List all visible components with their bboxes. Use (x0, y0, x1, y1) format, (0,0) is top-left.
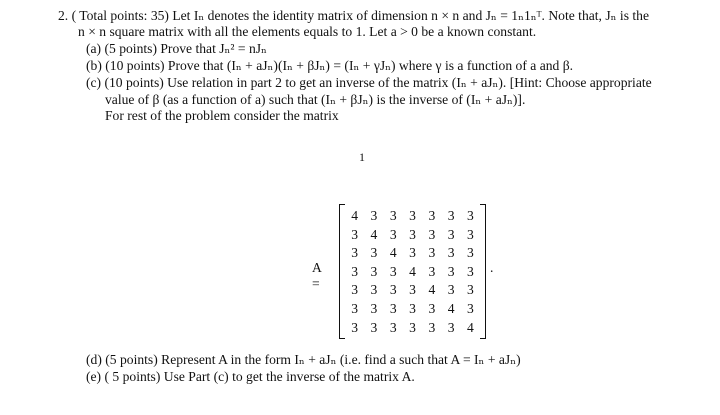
matrix-cell: 3 (351, 282, 359, 298)
matrix-cell: 3 (389, 319, 397, 335)
part-d: (d) (5 points) Represent A in the form Iₙ + aJₙ (i.e. find a such that A = Iₙ + aJₙ) (86, 352, 521, 367)
matrix-cell: 3 (409, 226, 416, 242)
matrix-cell: 3 (409, 245, 416, 261)
matrix-cell: 3 (409, 319, 416, 335)
matrix-right-bracket (480, 204, 486, 339)
rest-of-problem-text: For rest of the problem consider the matrix (105, 108, 339, 123)
matrix-cell: 3 (428, 301, 436, 316)
part-c-line-1: (c) (10 points) Use relation in part 2 to get an inverse of the matrix (Iₙ + aJₙ). [Hint: Choose appropriate (86, 75, 652, 90)
matrix-cell: 3 (351, 226, 359, 242)
matrix-cell: 3 (409, 282, 416, 298)
matrix-cell: 3 (351, 245, 359, 261)
matrix-cell: 3 (370, 208, 378, 223)
matrix-cell: 3 (447, 263, 455, 279)
matrix-cell: 3 (447, 319, 455, 335)
matrix-cell: 3 (447, 208, 455, 223)
matrix-cell: 3 (428, 263, 436, 279)
matrix-cell: 3 (389, 282, 397, 298)
matrix-row (345, 207, 480, 225)
matrix-row (345, 263, 480, 281)
matrix-cell: 3 (467, 226, 474, 242)
matrix-cell: 3 (467, 245, 474, 261)
matrix-cell: 3 (467, 263, 474, 279)
matrix-cell: 3 (428, 319, 436, 335)
matrix-label: A = (312, 260, 322, 291)
matrix-row (345, 300, 480, 318)
matrix-cell: 4 (409, 263, 416, 279)
matrix-row (345, 319, 480, 337)
matrix-cell: 4 (370, 226, 378, 242)
part-e: (e) ( 5 points) Use Part (c) to get the inverse of the matrix A. (86, 369, 415, 384)
matrix-cell: 4 (447, 301, 455, 316)
matrix-cell: 3 (351, 263, 359, 279)
matrix-cell: 3 (409, 301, 416, 316)
matrix-cell: 3 (370, 301, 378, 316)
matrix-cell: 3 (370, 282, 378, 298)
matrix-cell: 3 (370, 319, 378, 335)
matrix-row (345, 244, 480, 262)
matrix-cell: 3 (428, 226, 436, 242)
matrix-cell: 3 (447, 245, 455, 261)
matrix-cell: 3 (389, 226, 397, 242)
matrix-cell: 3 (428, 245, 436, 261)
problem-header-line-2: n × n square matrix with all the elements equals to 1. Let a > 0 be a known constant. (78, 24, 537, 39)
matrix-cell: 3 (370, 263, 378, 279)
part-c-line-2: value of β (as a function of a) such that (Iₙ + βJₙ) is the inverse of (Iₙ + aJₙ)]. (105, 92, 526, 107)
page-number: 1 (359, 150, 365, 164)
matrix-cell: 4 (351, 208, 359, 223)
matrix-cell: 3 (467, 208, 474, 223)
matrix-cell: 3 (447, 282, 455, 298)
matrix-cell: 3 (389, 263, 397, 279)
matrix-row (345, 226, 480, 244)
matrix-cell: 3 (389, 301, 397, 316)
matrix-cell: 3 (389, 208, 397, 223)
matrix-cell: 3 (409, 208, 416, 223)
problem-header-line-1: 2. ( Total points: 35) Let Iₙ denotes the identity matrix of dimension n × n and Jₙ = 1ₙ1ₙᵀ. Note that, Jₙ is the (58, 8, 649, 23)
matrix-cell: 3 (467, 282, 474, 298)
part-a: (a) (5 points) Prove that Jₙ² = nJₙ (86, 41, 267, 56)
matrix-cell: 3 (428, 208, 436, 223)
matrix-cell: 3 (351, 319, 359, 335)
matrix-period: . (490, 260, 494, 275)
matrix-body (339, 204, 486, 339)
matrix-cell: 4 (428, 282, 436, 298)
matrix-cell: 3 (351, 301, 359, 316)
matrix-cell: 3 (370, 245, 378, 261)
part-b: (b) (10 points) Prove that (Iₙ + aJₙ)(Iₙ + βJₙ) = (Iₙ + γJₙ) where γ is a function of a and β. (86, 58, 574, 73)
matrix-cell: 4 (389, 245, 397, 261)
matrix-row (345, 281, 480, 299)
matrix-cell: 3 (467, 301, 474, 316)
matrix-cell: 3 (447, 226, 455, 242)
matrix-cell: 4 (467, 319, 474, 335)
